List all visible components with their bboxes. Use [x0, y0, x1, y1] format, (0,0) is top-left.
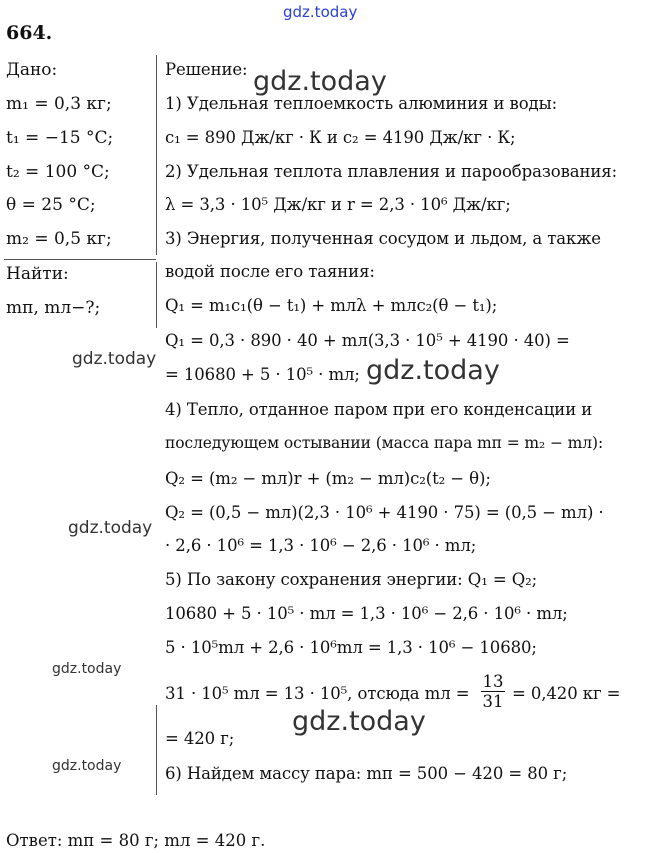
- watermark-top: gdz.today: [283, 3, 358, 21]
- given-heading: Дано:: [6, 60, 58, 80]
- solution-line: 4) Тепло, отданное паром при его конденсации и: [165, 400, 593, 419]
- find-item: mп, mл−?;: [6, 298, 101, 318]
- solution-line: λ = 3,3 · 10⁵ Дж/кг и r = 2,3 · 10⁶ Дж/кг;: [165, 195, 511, 214]
- watermark: gdz.today: [253, 66, 387, 97]
- given-find-divider: [4, 259, 156, 260]
- solution-line: c₁ = 890 Дж/кг · К и c₂ = 4190 Дж/кг · К;: [165, 128, 516, 147]
- solution-line: 5) По закону сохранения энергии: Q₁ = Q₂;: [165, 570, 538, 589]
- given-item: t₁ = −15 °C;: [6, 128, 114, 148]
- solution-line: Q₂ = (m₂ − mл)r + (m₂ − mл)c₂(t₂ − θ);: [165, 469, 491, 488]
- given-item: t₂ = 100 °C;: [6, 162, 110, 182]
- solution-line: водой после его таяния:: [165, 262, 375, 281]
- solution-line: · 2,6 · 10⁶ = 1,3 · 10⁶ − 2,6 · 10⁶ · mл;: [165, 536, 477, 555]
- solution-line: = 420 г;: [165, 729, 235, 748]
- solution-line: Q₁ = 0,3 · 890 · 40 + mл(3,3 · 10⁵ + 4190 · 40) =: [165, 331, 570, 350]
- watermark: gdz.today: [292, 706, 426, 737]
- answer: Ответ: mп = 80 г; mл = 420 г.: [6, 831, 266, 850]
- solution-heading: Решение:: [165, 60, 248, 79]
- solution-line: = 10680 + 5 · 10⁵ · mл;: [165, 365, 360, 384]
- fraction-numerator: 13: [482, 672, 504, 691]
- given-item: θ = 25 °C;: [6, 195, 96, 215]
- watermark: gdz.today: [68, 518, 153, 538]
- solution-line: 10680 + 5 · 10⁵ · mл = 1,3 · 10⁶ − 2,6 · 10⁶ · mл;: [165, 604, 568, 623]
- column-divider: [156, 705, 157, 795]
- watermark: gdz.today: [52, 758, 122, 774]
- solution-line: 6) Найдем массу пара: mп = 500 − 420 = 80 г;: [165, 764, 568, 783]
- given-item: m₁ = 0,3 кг;: [6, 94, 112, 114]
- problem-number: 664.: [6, 22, 53, 44]
- solution-line: Q₁ = m₁c₁(θ − t₁) + mлλ + mлc₂(θ − t₁);: [165, 296, 498, 315]
- column-divider: [156, 262, 157, 328]
- solution-line: 31 · 10⁵ mл = 13 · 10⁵, отсюда mл =: [165, 684, 470, 703]
- watermark: gdz.today: [52, 661, 122, 677]
- column-divider: [156, 55, 157, 255]
- watermark: gdz.today: [366, 355, 500, 386]
- solution-line: 2) Удельная теплота плавления и парообразования:: [165, 162, 618, 181]
- fraction: [480, 672, 506, 711]
- solution-line: 5 · 10⁵mл + 2,6 · 10⁶mл = 1,3 · 10⁶ − 10680;: [165, 638, 537, 657]
- watermark: gdz.today: [72, 349, 157, 369]
- solution-line: = 0,420 кг =: [512, 684, 621, 703]
- solution-line: последующем остывании (масса пара mп = m₂ − mл):: [165, 434, 604, 452]
- find-heading: Найти:: [6, 264, 69, 284]
- solution-line: Q₂ = (0,5 − mл)(2,3 · 10⁶ + 4190 · 75) = (0,5 − mл) ·: [165, 503, 604, 522]
- given-item: m₂ = 0,5 кг;: [6, 229, 112, 249]
- solution-line: 3) Энергия, полученная сосудом и льдом, а также: [165, 229, 601, 248]
- solution-line: 1) Удельная теплоемкость алюминия и воды:: [165, 94, 558, 113]
- fraction-denominator: 31: [482, 692, 504, 711]
